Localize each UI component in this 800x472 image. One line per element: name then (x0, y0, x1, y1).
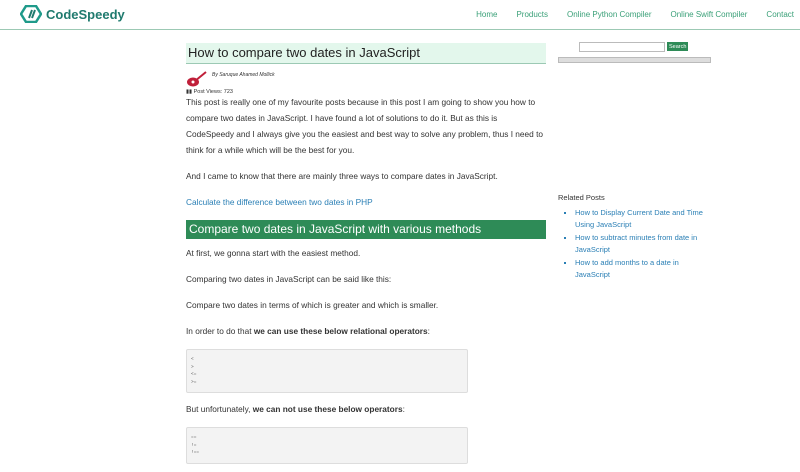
search-button[interactable]: Search (669, 43, 687, 50)
nav-products[interactable]: Products (516, 10, 549, 19)
related-post-link[interactable]: ▪ How to add months to a date in JavaScript (575, 257, 715, 282)
text: In order to do that (186, 326, 254, 336)
related-posts-title: Related Posts (558, 193, 605, 202)
bar-chart-icon: ▮▮ (186, 89, 194, 95)
post-meta (186, 70, 546, 94)
related-link[interactable]: Calculate the difference between two dates in PHP (186, 197, 373, 207)
main-nav (476, 10, 794, 19)
sidebar (558, 42, 711, 63)
code-block: < > <= >= (186, 349, 468, 393)
text: : (427, 326, 430, 336)
related-posts (558, 192, 715, 282)
paragraph (186, 323, 546, 339)
bold-text: we can not use these below operators (252, 404, 403, 414)
sidebar-widget-bar (558, 57, 711, 63)
nav-swift-compiler[interactable]: Online Swift Compiler (670, 10, 748, 19)
paragraph: This post is really one of my favourite posts because in this post I am going to show you how to compare two dates in JavaScript. I have found a lot of solutions to do it. But as this is CodeSpeedy and I always give you the easiest and best way to solve any problem, thus I need to think for a while which will be the best for you. (186, 97, 543, 155)
nav-python-compiler[interactable]: Online Python Compiler (567, 10, 652, 19)
guitar-avatar-icon (186, 70, 208, 88)
post-views-text: Post Views: 723 (193, 89, 233, 95)
post-views (186, 88, 233, 96)
paragraph: Comparing two dates in JavaScript can be said like this: (186, 274, 392, 284)
author[interactable]: By Saruque Ahamed Mollick (212, 72, 275, 78)
article (186, 43, 546, 472)
text: : (402, 404, 405, 414)
nav-contact[interactable]: Contact (766, 10, 794, 19)
section-heading: Compare two dates in JavaScript with various methods (186, 220, 546, 239)
code-block: == != !== (186, 427, 468, 464)
related-post-link[interactable]: ▪ How to subtract minutes from date in JavaScript (575, 232, 715, 257)
search-form (579, 42, 711, 52)
related-post-link[interactable]: ▪ How to Display Current Date and Time Using JavaScript (575, 207, 715, 232)
paragraph (186, 401, 546, 417)
page-title: How to compare two dates in JavaScript (186, 43, 546, 64)
bold-text: we can use these below relational operators (253, 326, 428, 336)
paragraph: At first, we gonna start with the easiest method. (186, 248, 361, 258)
nav-home[interactable]: Home (476, 10, 498, 19)
site-name: CodeSpeedy (46, 6, 125, 22)
codespeedy-logo-icon (20, 5, 42, 23)
text: But unfortunately, (186, 404, 253, 414)
header (0, 0, 800, 30)
paragraph: And I came to know that there are mainly three ways to compare dates in JavaScript. (186, 171, 498, 181)
logo[interactable] (20, 5, 125, 23)
paragraph: Compare two dates in terms of which is greater and which is smaller. (186, 300, 439, 310)
search-input[interactable] (579, 42, 665, 52)
